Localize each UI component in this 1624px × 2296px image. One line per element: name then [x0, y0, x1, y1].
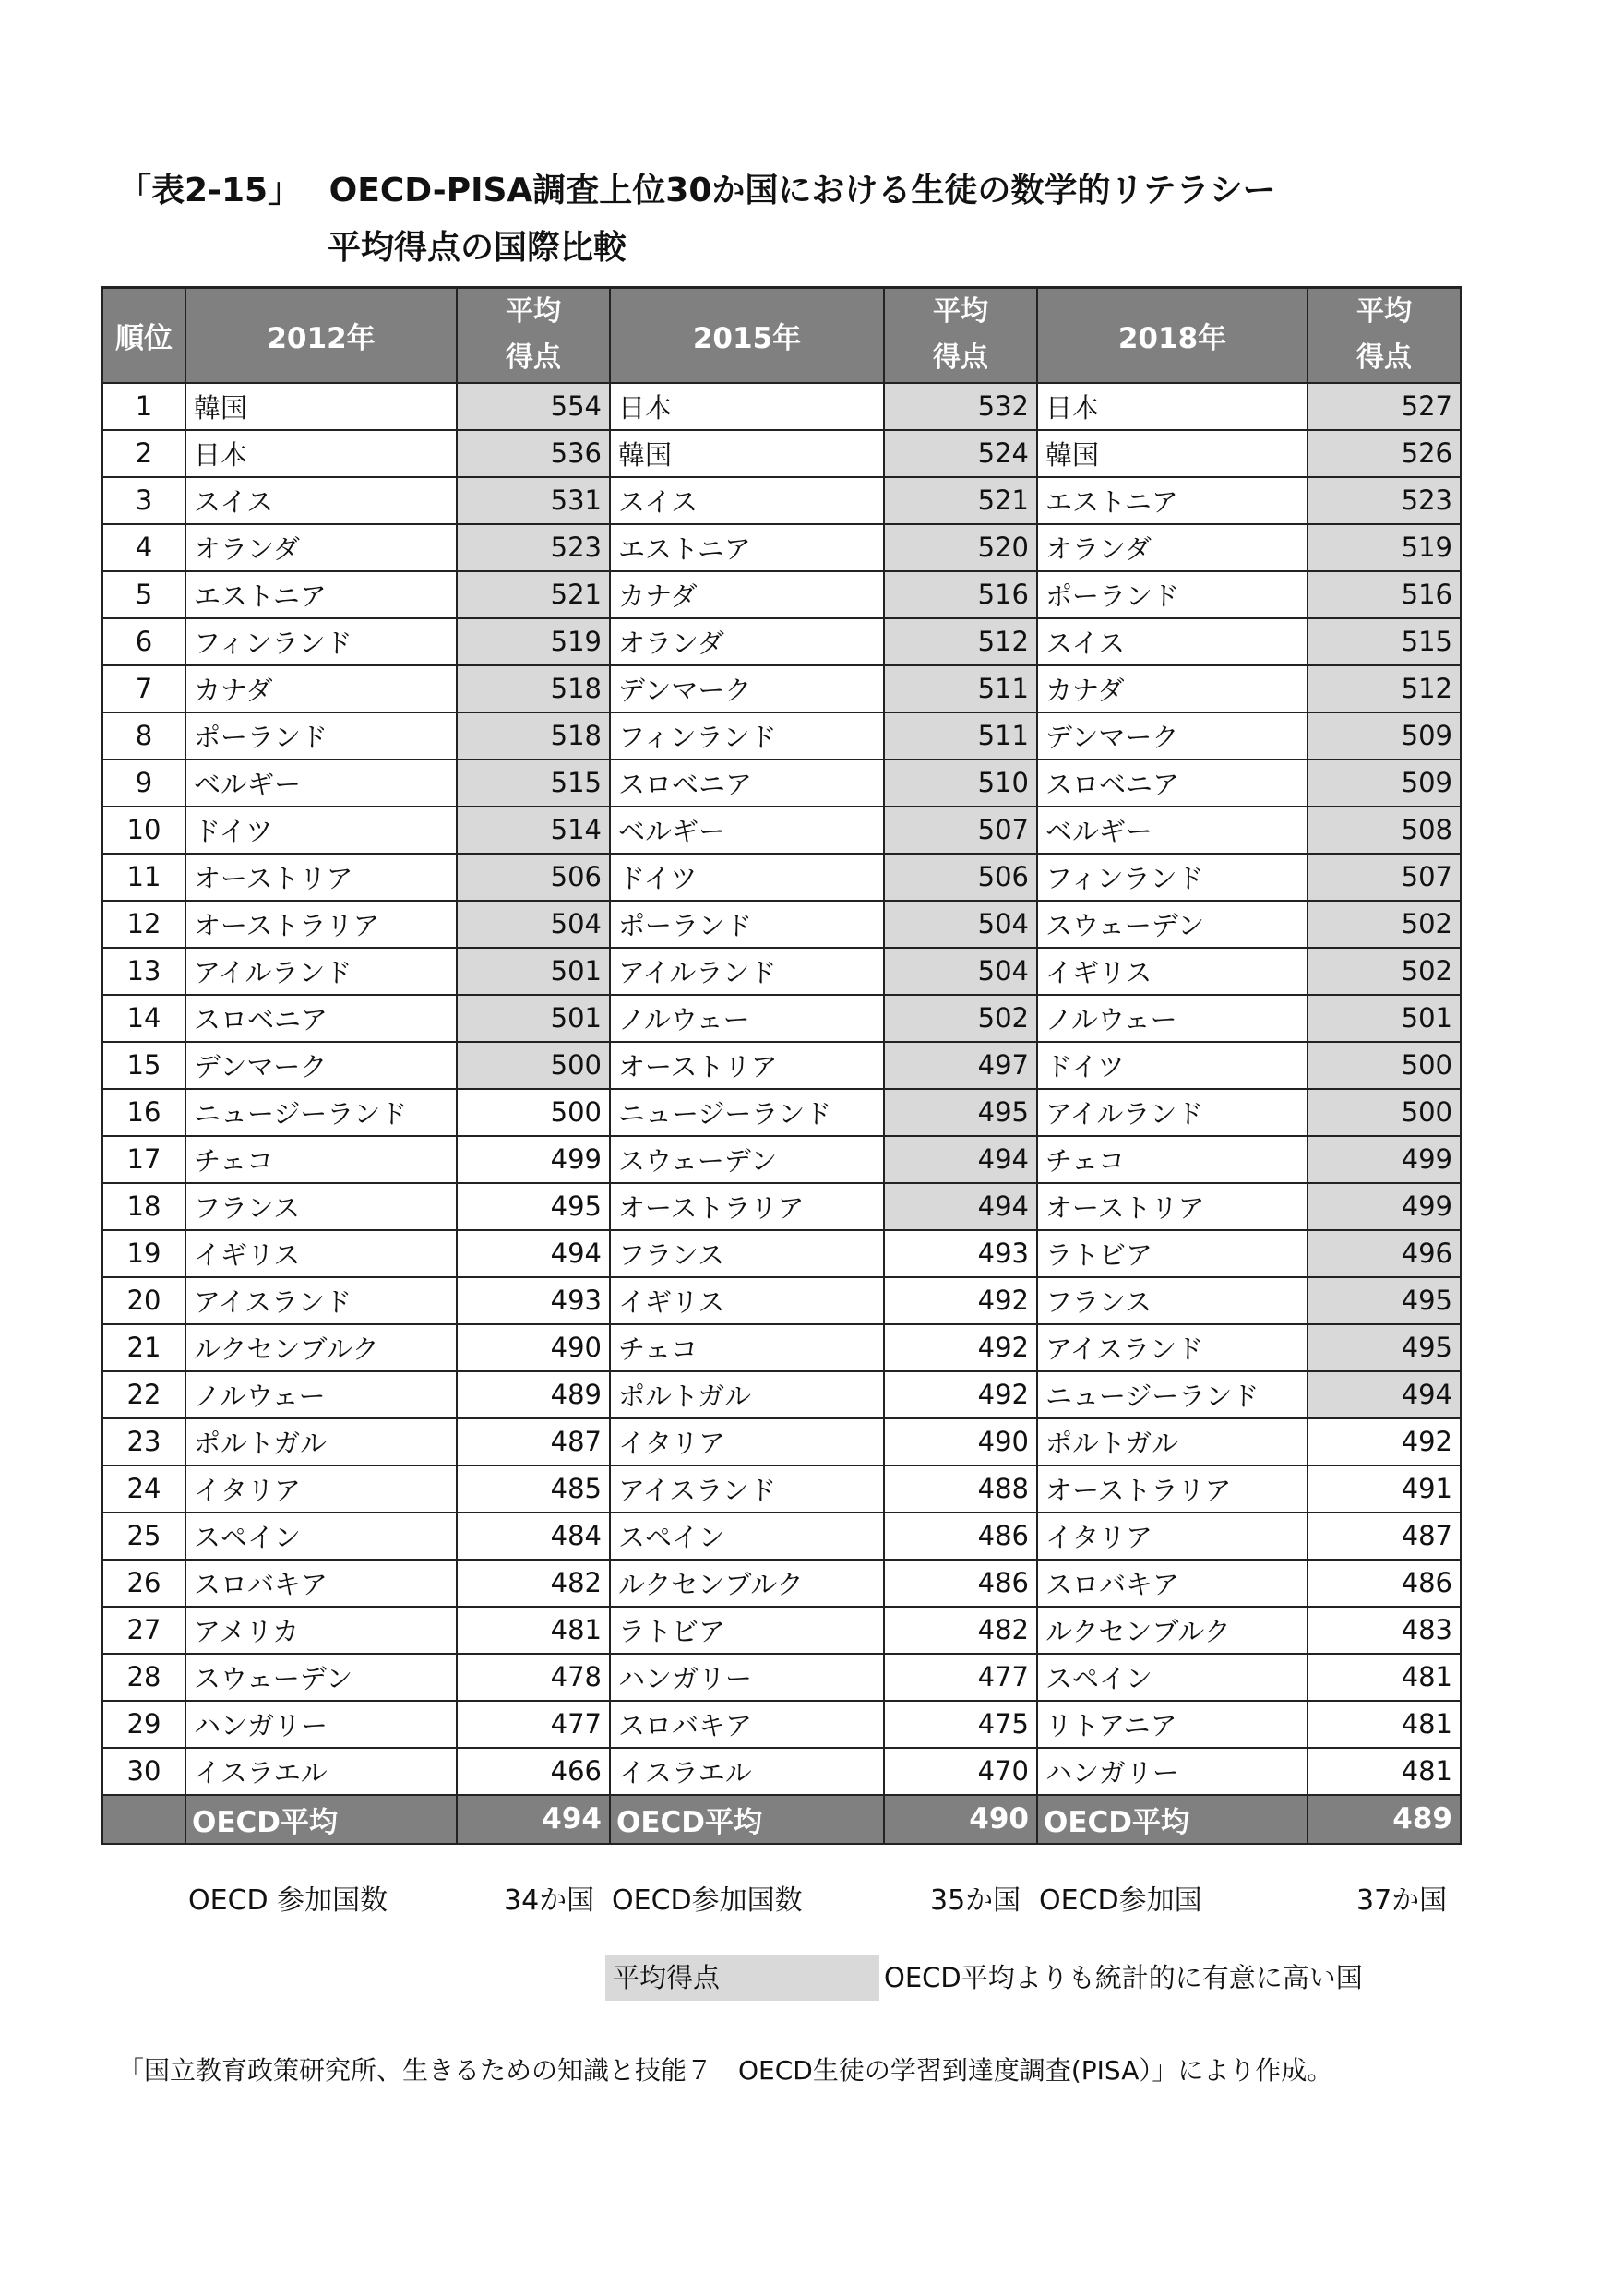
average-score-2015: 490	[884, 1795, 1037, 1844]
country-2018-cell: リトアニア	[1037, 1701, 1308, 1748]
country-2012-cell: オランダ	[185, 524, 457, 571]
score-2012-cell: 521	[457, 571, 610, 618]
country-2018-cell: ノルウェー	[1037, 995, 1308, 1042]
score-2018-cell: 481	[1308, 1654, 1461, 1701]
rank-cell: 28	[102, 1654, 185, 1701]
country-2012-cell: アイスランド	[185, 1277, 457, 1324]
rank-cell: 23	[102, 1418, 185, 1465]
country-2015-cell: スロベニア	[610, 759, 884, 807]
score-2015-cell: 506	[884, 854, 1037, 901]
participants-count-2015: 35か国	[930, 1884, 1021, 1917]
rank-cell: 16	[102, 1089, 185, 1136]
country-2018-cell: ベルギー	[1037, 807, 1308, 854]
table-row	[102, 1513, 1461, 1560]
score-2015-cell: 520	[884, 524, 1037, 571]
country-2012-cell: スロベニア	[185, 995, 457, 1042]
rank-cell: 20	[102, 1277, 185, 1324]
country-2012-cell: ドイツ	[185, 807, 457, 854]
header-score-2015: 平均 得点	[884, 288, 1037, 383]
score-2018-cell: 491	[1308, 1465, 1461, 1513]
country-2012-cell: 韓国	[185, 383, 457, 430]
score-2018-cell: 492	[1308, 1418, 1461, 1465]
score-2015-cell: 495	[884, 1089, 1037, 1136]
score-2015-cell: 493	[884, 1230, 1037, 1277]
score-2018-cell: 481	[1308, 1748, 1461, 1795]
table-row	[102, 1324, 1461, 1371]
rank-cell: 8	[102, 712, 185, 759]
score-2012-cell: 466	[457, 1748, 610, 1795]
score-2012-cell: 554	[457, 383, 610, 430]
score-2018-cell: 527	[1308, 383, 1461, 430]
score-2018-cell: 481	[1308, 1701, 1461, 1748]
score-2012-cell: 490	[457, 1324, 610, 1371]
table-row	[102, 948, 1461, 995]
rank-cell: 14	[102, 995, 185, 1042]
country-2018-cell: ラトビア	[1037, 1230, 1308, 1277]
rank-cell: 4	[102, 524, 185, 571]
score-2012-cell: 500	[457, 1042, 610, 1089]
table-row	[102, 1654, 1461, 1701]
table-row	[102, 995, 1461, 1042]
average-rank-cell	[102, 1795, 185, 1844]
country-2012-cell: チェコ	[185, 1136, 457, 1183]
country-2015-cell: ノルウェー	[610, 995, 884, 1042]
table-title-line1: 「表2-15」 OECD-PISA調査上位30か国における生徒の数学的リテラシー	[118, 172, 1276, 209]
country-2015-cell: イタリア	[610, 1418, 884, 1465]
score-2015-cell: 524	[884, 430, 1037, 477]
country-2015-cell: ニュージーランド	[610, 1089, 884, 1136]
country-2015-cell: デンマーク	[610, 665, 884, 712]
score-2012-cell: 501	[457, 948, 610, 995]
country-2018-cell: スロバキア	[1037, 1560, 1308, 1607]
country-2012-cell: エストニア	[185, 571, 457, 618]
score-2015-cell: 504	[884, 901, 1037, 948]
country-2018-cell: オーストラリア	[1037, 1465, 1308, 1513]
country-2018-cell: ポーランド	[1037, 571, 1308, 618]
score-2015-cell: 492	[884, 1277, 1037, 1324]
rank-cell: 10	[102, 807, 185, 854]
table-row	[102, 854, 1461, 901]
score-2018-cell: 486	[1308, 1560, 1461, 1607]
country-2015-cell: スウェーデン	[610, 1136, 884, 1183]
score-2015-cell: 482	[884, 1607, 1037, 1654]
score-2012-cell: 518	[457, 665, 610, 712]
score-2018-cell: 495	[1308, 1277, 1461, 1324]
country-2012-cell: イスラエル	[185, 1748, 457, 1795]
rank-cell: 2	[102, 430, 185, 477]
country-2015-cell: イギリス	[610, 1277, 884, 1324]
score-2015-cell: 511	[884, 712, 1037, 759]
table-row	[102, 901, 1461, 948]
rank-cell: 18	[102, 1183, 185, 1230]
country-2018-cell: スウェーデン	[1037, 901, 1308, 948]
country-2015-cell: ポーランド	[610, 901, 884, 948]
score-2015-cell: 492	[884, 1324, 1037, 1371]
country-2015-cell: フィンランド	[610, 712, 884, 759]
score-2012-cell: 536	[457, 430, 610, 477]
table-body	[102, 383, 1461, 1795]
country-2012-cell: カナダ	[185, 665, 457, 712]
country-2018-cell: フランス	[1037, 1277, 1308, 1324]
table-row	[102, 1748, 1461, 1795]
country-2015-cell: ハンガリー	[610, 1654, 884, 1701]
score-2015-cell: 497	[884, 1042, 1037, 1089]
table-row	[102, 383, 1461, 430]
score-2018-cell: 494	[1308, 1371, 1461, 1418]
country-2012-cell: イタリア	[185, 1465, 457, 1513]
country-2015-cell: オーストリア	[610, 1042, 884, 1089]
score-2015-cell: 511	[884, 665, 1037, 712]
average-label-2012: OECD平均	[185, 1795, 457, 1844]
score-2012-cell: 481	[457, 1607, 610, 1654]
table-row	[102, 430, 1461, 477]
header-rank: 順位	[102, 288, 185, 383]
table-row	[102, 477, 1461, 524]
participants-label-2018: OECD参加国	[1039, 1884, 1202, 1917]
country-2012-cell: ノルウェー	[185, 1371, 457, 1418]
legend-swatch: 平均得点	[605, 1955, 879, 2001]
score-2018-cell: 507	[1308, 854, 1461, 901]
country-2015-cell: スペイン	[610, 1513, 884, 1560]
score-2012-cell: 484	[457, 1513, 610, 1560]
score-2012-cell: 519	[457, 618, 610, 665]
table-row	[102, 1560, 1461, 1607]
rank-cell: 21	[102, 1324, 185, 1371]
header-row	[102, 288, 1461, 383]
table-row	[102, 618, 1461, 665]
country-2018-cell: イギリス	[1037, 948, 1308, 995]
score-2012-cell: 489	[457, 1371, 610, 1418]
country-2015-cell: ラトビア	[610, 1607, 884, 1654]
country-2015-cell: ベルギー	[610, 807, 884, 854]
score-2012-cell: 500	[457, 1089, 610, 1136]
participants-count-2012: 34か国	[504, 1884, 595, 1917]
score-2018-cell: 508	[1308, 807, 1461, 854]
score-2018-cell: 500	[1308, 1089, 1461, 1136]
score-2012-cell: 518	[457, 712, 610, 759]
country-2015-cell: スロバキア	[610, 1701, 884, 1748]
country-2015-cell: ルクセンブルク	[610, 1560, 884, 1607]
rank-cell: 27	[102, 1607, 185, 1654]
table-row	[102, 1418, 1461, 1465]
score-2018-cell: 509	[1308, 759, 1461, 807]
score-2012-cell: 531	[457, 477, 610, 524]
country-2015-cell: オランダ	[610, 618, 884, 665]
score-2012-cell: 493	[457, 1277, 610, 1324]
country-2012-cell: スイス	[185, 477, 457, 524]
score-2015-cell: 502	[884, 995, 1037, 1042]
table-row	[102, 1371, 1461, 1418]
score-2015-cell: 521	[884, 477, 1037, 524]
country-2012-cell: フィンランド	[185, 618, 457, 665]
table-row	[102, 1089, 1461, 1136]
average-label-2015: OECD平均	[610, 1795, 884, 1844]
country-2015-cell: エストニア	[610, 524, 884, 571]
country-2015-cell: フランス	[610, 1230, 884, 1277]
country-2018-cell: 韓国	[1037, 430, 1308, 477]
score-2012-cell: 514	[457, 807, 610, 854]
header-year-2015: 2015年	[610, 288, 884, 383]
score-2015-cell: 516	[884, 571, 1037, 618]
table-row	[102, 1277, 1461, 1324]
score-2015-cell: 477	[884, 1654, 1037, 1701]
score-2015-cell: 486	[884, 1560, 1037, 1607]
country-2015-cell: イスラエル	[610, 1748, 884, 1795]
score-2018-cell: 500	[1308, 1042, 1461, 1089]
country-2015-cell: 日本	[610, 383, 884, 430]
country-2012-cell: アメリカ	[185, 1607, 457, 1654]
score-2012-cell: 487	[457, 1418, 610, 1465]
header-year-2012: 2012年	[185, 288, 457, 383]
oecd-average-row	[102, 1795, 1461, 1844]
country-2018-cell: アイルランド	[1037, 1089, 1308, 1136]
header-year-2018: 2018年	[1037, 288, 1308, 383]
country-2012-cell: スウェーデン	[185, 1654, 457, 1701]
legend-description: OECD平均よりも統計的に有意に高い国	[884, 1962, 1363, 1993]
score-2018-cell: 509	[1308, 712, 1461, 759]
score-2015-cell: 512	[884, 618, 1037, 665]
score-2012-cell: 515	[457, 759, 610, 807]
table-row	[102, 1701, 1461, 1748]
source-note: 「国立教育政策研究所、生きるための知識と技能７ OECD生徒の学習到達度調査(PISA）」により作成。	[118, 2055, 1333, 2086]
score-2018-cell: 499	[1308, 1183, 1461, 1230]
average-label-2018: OECD平均	[1037, 1795, 1308, 1844]
rank-cell: 15	[102, 1042, 185, 1089]
country-2018-cell: ポルトガル	[1037, 1418, 1308, 1465]
country-2015-cell: アイスランド	[610, 1465, 884, 1513]
score-2015-cell: 510	[884, 759, 1037, 807]
score-2018-cell: 502	[1308, 948, 1461, 995]
rank-cell: 9	[102, 759, 185, 807]
table-row	[102, 1607, 1461, 1654]
rank-cell: 19	[102, 1230, 185, 1277]
country-2018-cell: エストニア	[1037, 477, 1308, 524]
country-2012-cell: スペイン	[185, 1513, 457, 1560]
score-2015-cell: 532	[884, 383, 1037, 430]
country-2018-cell: ハンガリー	[1037, 1748, 1308, 1795]
table-row	[102, 571, 1461, 618]
rank-cell: 17	[102, 1136, 185, 1183]
table-title-line2: 平均得点の国際比較	[328, 229, 627, 267]
country-2018-cell: スペイン	[1037, 1654, 1308, 1701]
score-2015-cell: 494	[884, 1183, 1037, 1230]
score-2018-cell: 499	[1308, 1136, 1461, 1183]
score-2018-cell: 516	[1308, 571, 1461, 618]
score-2018-cell: 502	[1308, 901, 1461, 948]
country-2012-cell: アイルランド	[185, 948, 457, 995]
score-2018-cell: 496	[1308, 1230, 1461, 1277]
score-2018-cell: 483	[1308, 1607, 1461, 1654]
table-row	[102, 1042, 1461, 1089]
score-2015-cell: 490	[884, 1418, 1037, 1465]
country-2018-cell: フィンランド	[1037, 854, 1308, 901]
rank-cell: 5	[102, 571, 185, 618]
country-2012-cell: スロバキア	[185, 1560, 457, 1607]
country-2018-cell: ドイツ	[1037, 1042, 1308, 1089]
score-2012-cell: 485	[457, 1465, 610, 1513]
country-2018-cell: スロベニア	[1037, 759, 1308, 807]
score-2012-cell: 499	[457, 1136, 610, 1183]
score-2015-cell: 507	[884, 807, 1037, 854]
rank-cell: 1	[102, 383, 185, 430]
table-row	[102, 1136, 1461, 1183]
table-row	[102, 759, 1461, 807]
score-2015-cell: 504	[884, 948, 1037, 995]
country-2012-cell: デンマーク	[185, 1042, 457, 1089]
score-2012-cell: 523	[457, 524, 610, 571]
table-row	[102, 524, 1461, 571]
country-2015-cell: ドイツ	[610, 854, 884, 901]
score-2012-cell: 495	[457, 1183, 610, 1230]
country-2015-cell: 韓国	[610, 430, 884, 477]
table-row	[102, 1465, 1461, 1513]
rank-cell: 30	[102, 1748, 185, 1795]
country-2012-cell: フランス	[185, 1183, 457, 1230]
country-2015-cell: ポルトガル	[610, 1371, 884, 1418]
score-2018-cell: 487	[1308, 1513, 1461, 1560]
score-2015-cell: 488	[884, 1465, 1037, 1513]
country-2012-cell: ニュージーランド	[185, 1089, 457, 1136]
table-row	[102, 1183, 1461, 1230]
score-2012-cell: 477	[457, 1701, 610, 1748]
participants-label-2015: OECD参加国数	[612, 1884, 803, 1917]
country-2012-cell: ルクセンブルク	[185, 1324, 457, 1371]
table-row	[102, 712, 1461, 759]
rank-cell: 29	[102, 1701, 185, 1748]
score-2015-cell: 494	[884, 1136, 1037, 1183]
rank-cell: 25	[102, 1513, 185, 1560]
country-2015-cell: チェコ	[610, 1324, 884, 1371]
country-2012-cell: ベルギー	[185, 759, 457, 807]
score-2012-cell: 494	[457, 1230, 610, 1277]
participants-count-2018: 37か国	[1356, 1884, 1448, 1917]
rank-cell: 11	[102, 854, 185, 901]
score-2018-cell: 523	[1308, 477, 1461, 524]
header-score-2018: 平均 得点	[1308, 288, 1461, 383]
country-2012-cell: ポーランド	[185, 712, 457, 759]
score-2012-cell: 506	[457, 854, 610, 901]
rank-cell: 13	[102, 948, 185, 995]
country-2015-cell: アイルランド	[610, 948, 884, 995]
rank-cell: 7	[102, 665, 185, 712]
rank-cell: 3	[102, 477, 185, 524]
rank-cell: 12	[102, 901, 185, 948]
country-2018-cell: カナダ	[1037, 665, 1308, 712]
rank-cell: 6	[102, 618, 185, 665]
country-2012-cell: ハンガリー	[185, 1701, 457, 1748]
score-2018-cell: 495	[1308, 1324, 1461, 1371]
table-row	[102, 807, 1461, 854]
country-2018-cell: アイスランド	[1037, 1324, 1308, 1371]
country-2018-cell: スイス	[1037, 618, 1308, 665]
score-2015-cell: 486	[884, 1513, 1037, 1560]
rank-cell: 22	[102, 1371, 185, 1418]
country-2012-cell: イギリス	[185, 1230, 457, 1277]
average-score-2012: 494	[457, 1795, 610, 1844]
score-2012-cell: 482	[457, 1560, 610, 1607]
table-row	[102, 1230, 1461, 1277]
country-2015-cell: オーストラリア	[610, 1183, 884, 1230]
country-2015-cell: カナダ	[610, 571, 884, 618]
country-2012-cell: オーストリア	[185, 854, 457, 901]
score-2012-cell: 478	[457, 1654, 610, 1701]
score-2018-cell: 519	[1308, 524, 1461, 571]
country-2012-cell: 日本	[185, 430, 457, 477]
score-2018-cell: 501	[1308, 995, 1461, 1042]
header-score-2012: 平均 得点	[457, 288, 610, 383]
rank-cell: 26	[102, 1560, 185, 1607]
score-2012-cell: 504	[457, 901, 610, 948]
country-2018-cell: オランダ	[1037, 524, 1308, 571]
country-2018-cell: ニュージーランド	[1037, 1371, 1308, 1418]
country-2012-cell: オーストラリア	[185, 901, 457, 948]
participants-label-2012: OECD 参加国数	[188, 1884, 388, 1917]
country-2018-cell: オーストリア	[1037, 1183, 1308, 1230]
score-2015-cell: 492	[884, 1371, 1037, 1418]
country-2018-cell: デンマーク	[1037, 712, 1308, 759]
country-2015-cell: スイス	[610, 477, 884, 524]
country-2018-cell: 日本	[1037, 383, 1308, 430]
country-2018-cell: チェコ	[1037, 1136, 1308, 1183]
score-2015-cell: 470	[884, 1748, 1037, 1795]
score-2012-cell: 501	[457, 995, 610, 1042]
country-2018-cell: イタリア	[1037, 1513, 1308, 1560]
country-2018-cell: ルクセンブルク	[1037, 1607, 1308, 1654]
score-2018-cell: 526	[1308, 430, 1461, 477]
average-score-2018: 489	[1308, 1795, 1461, 1844]
score-2015-cell: 475	[884, 1701, 1037, 1748]
pisa-score-table	[102, 286, 1462, 1845]
table-row	[102, 665, 1461, 712]
score-2018-cell: 515	[1308, 618, 1461, 665]
rank-cell: 24	[102, 1465, 185, 1513]
country-2012-cell: ポルトガル	[185, 1418, 457, 1465]
score-2018-cell: 512	[1308, 665, 1461, 712]
